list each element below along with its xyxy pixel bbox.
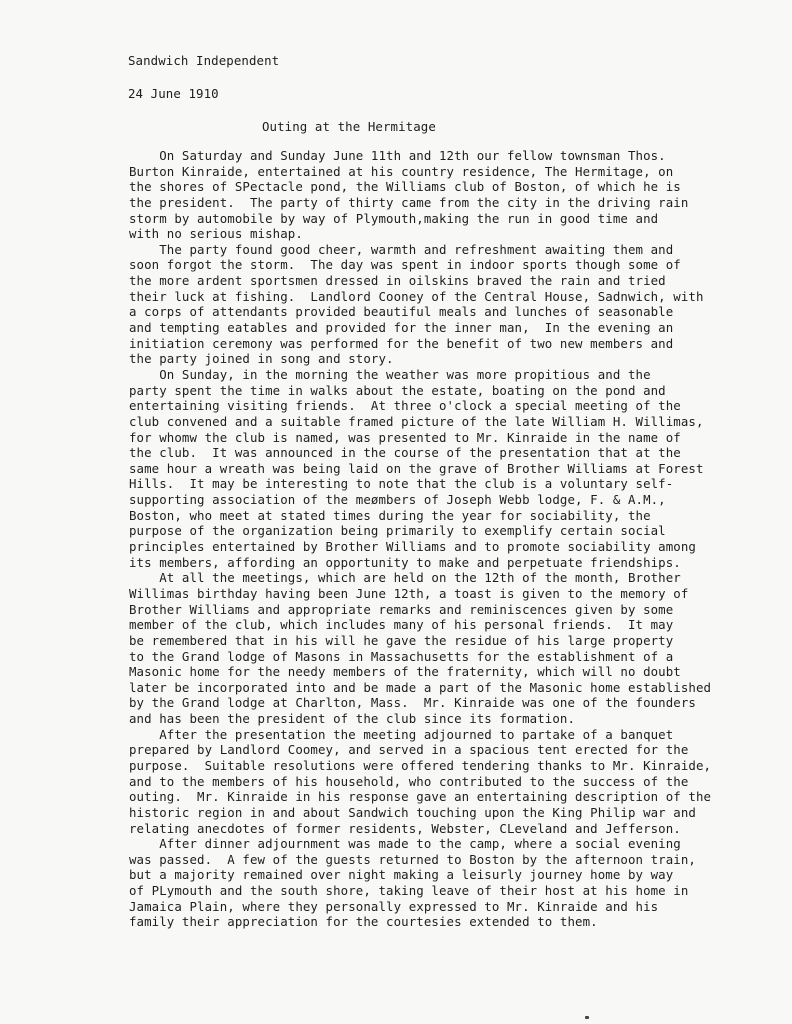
article-line: party spent the time in walks about the estate, boating on the pond and: [129, 382, 666, 398]
article-body: [129, 148, 769, 930]
article-line: The party found good cheer, warmth and refreshment awaiting them and: [129, 241, 674, 257]
article-date: 24 June 1910: [128, 86, 219, 101]
article-line: initiation ceremony was performed for the benefit of two new members and: [129, 335, 674, 351]
article-line: purpose. Suitable resolutions were offered tendering thanks to Mr. Kinraide,: [129, 757, 712, 773]
article-line: Jamaica Plain, where they personally expressed to Mr. Kinraide and his: [129, 898, 659, 914]
article-line: Brother Williams and appropriate remarks and reminiscences given by some: [129, 601, 674, 617]
article-line: soon forgot the storm. The day was spent in indoor sports though some of: [129, 257, 681, 273]
article-line: prepared by Landlord Coomey, and served in a spacious tent erected for the: [129, 742, 689, 758]
article-line: same hour a wreath was being laid on the grave of Brother Williams at Forest: [129, 460, 704, 476]
article-line: family their appreciation for the courtesies extended to them.: [129, 914, 598, 930]
article-line: On Sunday, in the morning the weather was more propitious and the: [129, 366, 651, 382]
newspaper-source: Sandwich Independent: [128, 53, 280, 68]
article-line: was passed. A few of the guests returned to Boston by the afternoon train,: [129, 851, 696, 867]
article-line: their luck at fishing. Landlord Cooney of the Central House, Sadnwich, with: [129, 288, 704, 304]
article-line: On Saturday and Sunday June 11th and 12th our fellow townsman Thos.: [129, 148, 666, 163]
scan-speck: [585, 1016, 589, 1019]
article-line: entertaining visiting friends. At three o'clock a special meeting of the: [129, 398, 681, 414]
article-line: and to the members of his household, who contributed to the success of the: [129, 773, 689, 789]
article-line: with no serious mishap.: [129, 226, 303, 242]
article-line: storm by automobile by way of Plymouth,making the run in good time and: [129, 210, 659, 226]
article-line: Hills. It may be interesting to note that the club is a voluntary self-: [129, 476, 674, 492]
article-line: After the presentation the meeting adjourned to partake of a banquet: [129, 726, 674, 742]
article-line: its members, affording an opportunity to make and perpetuate friendships.: [129, 554, 681, 570]
article-line: the shores of SPectacle pond, the Williams club of Boston, of which he is: [129, 179, 681, 195]
article-title: Outing at the Hermitage: [262, 119, 436, 134]
article-line: club convened and a suitable framed picture of the late William H. Willimas,: [129, 413, 704, 429]
article-line: outing. Mr. Kinraide in his response gave an entertaining description of the: [129, 789, 712, 805]
article-line: Burton Kinraide, entertained at his country residence, The Hermitage, on: [129, 163, 674, 179]
article-line: At all the meetings, which are held on the 12th of the month, Brother: [129, 570, 681, 586]
article-line: later be incorporated into and be made a part of the Masonic home established: [129, 679, 712, 695]
article-line: member of the club, which includes many of his personal friends. It may: [129, 617, 674, 633]
article-line: the club. It was announced in the course of the presentation that at the: [129, 445, 681, 461]
article-line: the more ardent sportsmen dressed in oilskins braved the rain and tried: [129, 273, 666, 289]
article-line: supporting association of the meømbers of Joseph Webb lodge, F. & A.M.,: [129, 492, 666, 508]
article-line: to the Grand lodge of Masons in Massachusetts for the establishment of a: [129, 648, 674, 664]
article-line: After dinner adjournment was made to the camp, where a social evening: [129, 836, 681, 852]
article-line: and has been the president of the club since its formation.: [129, 711, 576, 727]
article-line: Boston, who meet at stated times during the year for sociability, the: [129, 507, 651, 523]
article-line: purpose of the organization being primarily to exemplify certain social: [129, 523, 666, 539]
article-line: of PLymouth and the south shore, taking leave of their host at his home in: [129, 883, 689, 899]
article-line: Masonic home for the needy members of the fraternity, which will no doubt: [129, 664, 681, 680]
article-line: be remembered that in his will he gave the residue of his large property: [129, 632, 674, 648]
article-line: the president. The party of thirty came from the city in the driving rain: [129, 194, 689, 210]
article-line: but a majority remained over night making a leisurly journey home by way: [129, 867, 674, 883]
article-line: a corps of attendants provided beautiful meals and lunches of seasonable: [129, 304, 674, 320]
article-line: the party joined in song and story.: [129, 351, 394, 367]
article-line: relating anecdotes of former residents, Webster, CLeveland and Jefferson.: [129, 820, 681, 836]
article-line: Willimas birthday having been June 12th, a toast is given to the memory of: [129, 585, 689, 601]
article-line: by the Grand lodge at Charlton, Mass. Mr. Kinraide was one of the founders: [129, 695, 696, 711]
article-line: and tempting eatables and provided for the inner man, In the evening an: [129, 320, 674, 336]
article-line: for whomw the club is named, was presented to Mr. Kinraide in the name of: [129, 429, 681, 445]
article-line: principles entertained by Brother Williams and to promote sociability among: [129, 539, 696, 555]
article-line: historic region in and about Sandwich touching upon the King Philip war and: [129, 804, 696, 820]
